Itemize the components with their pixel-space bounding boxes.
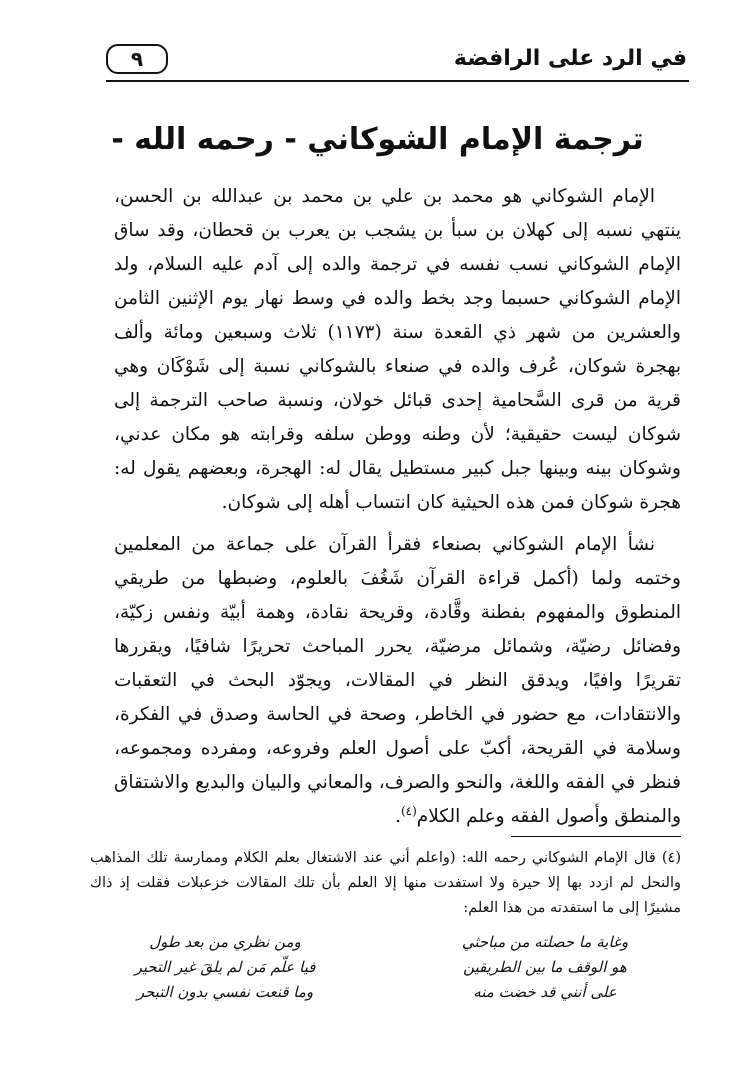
poem-hemistich-first: هو الوقف ما بين الطريقين — [463, 958, 627, 976]
footnote — [90, 846, 681, 921]
paragraph-1: الإمام الشوكاني هو محمد بن علي بن محمد بن عبدالله بن الحسن، ينتهي نسبه إلى كهلان بن سبأ بن يشجب بن يعرب بن قحطان، وقد ساق الإمام الشوكاني نسب نفسه في ترجمة والده إلى آدم عليه السلام، ولد الإمام الشوكاني حسبما وجد بخط والده في وسط نهار يوم الإثنين الثامن والعشرين من شهر ذي القعدة سنة (١١٧٣) ثلاث وسبعين ومائة وألف بهجرة شوكان، عُرف والده في صنعاء بالشوكاني نسبة إلى شَوْكَان وهي قرية من قرى السَّحامية إحدى قبائل خولان، ونسبة صاحب الترجمة إلى شوكان ليست حقيقية؛ لأن وطنه ووطن سلفه وقرابته هو مكان عدني، وشوكان بينه وبينها جبل كبير مستطيل يقال له: الهجرة، وبعضهم يقول له: هجرة شوكان فمن هذه الحيثية كان انتساب أهله إلى شوكان. — [114, 186, 681, 513]
footnote-poem — [125, 930, 645, 1005]
poem-verse — [125, 980, 645, 1005]
poem-verse — [125, 955, 645, 980]
footnote-rule — [511, 836, 681, 837]
poem-hemistich-first: على أنني قد خضت منه — [473, 983, 617, 1001]
running-head-title: في الرد على الرافضة — [453, 46, 687, 71]
footnote-text: (٤) قال الإمام الشوكاني رحمه الله: (واعلم أني عند الاشتغال بعلم الكلام وممارسة تلك المذاهب والنحل لم ازدد بها إلا حيرة ولا استفدت منها إلا العلم بأن تلك المقالات خزعبلات فقلت إذ ذاك مشيرًا إلى ما استفدته من هذا العلم: — [90, 850, 681, 916]
paragraph-2-tail: . — [395, 806, 401, 827]
page-number: ٩ — [106, 44, 168, 74]
footnote-reference[interactable]: (٤) — [400, 803, 417, 818]
poem-hemistich-second: ومن نظري من بعد طول — [149, 933, 301, 951]
header-rule — [106, 80, 689, 82]
paragraph-2-text: نشأ الإمام الشوكاني بصنعاء فقرأ القرآن على جماعة من المعلمين وختمه ولما (أكمل قراءة القرآن شَغُفَ بالعلوم، وضبطها من طريقي المنطوق والمفهوم بفطنة وقَّادة، وقريحة نقادة، وهمة أبيّة ونفس زكيّة، وفضائل رضيّة، وشمائل مرضيّة، يحرر المباحث تحريرًا شافيًا، ويقررها تقريرًا وافيًا، ويدقق النظر في المقالات، ويجوّد البحث في التعقبات والانتقادات، مع حضور في الخاطر، وصحة في الحاسة وصدق في الفكرة، وسلامة في القريحة، أكبّ على أصول العلم وفروعه، ومفرده ومجموعه، فنظر في الفقه واللغة، والنحو والصرف، والمعاني والبيان والبديع والاشتقاق والمنطق وأصول الفقه وعلم الكلام — [114, 534, 681, 827]
poem-verse — [125, 930, 645, 955]
poem-hemistich-first: وغاية ما حصلته من مباحثي — [461, 933, 629, 951]
body-text — [114, 180, 681, 834]
poem-hemistich-second: وما قنعت نفسي بدون التبحر — [136, 983, 314, 1001]
poem-hemistich-second: فيا علّم مَن لم يلقَ غير التحير — [134, 958, 316, 976]
paragraph-2 — [114, 528, 681, 834]
chapter-title: ترجمة الإمام الشوكاني - رحمه الله - — [111, 122, 644, 157]
